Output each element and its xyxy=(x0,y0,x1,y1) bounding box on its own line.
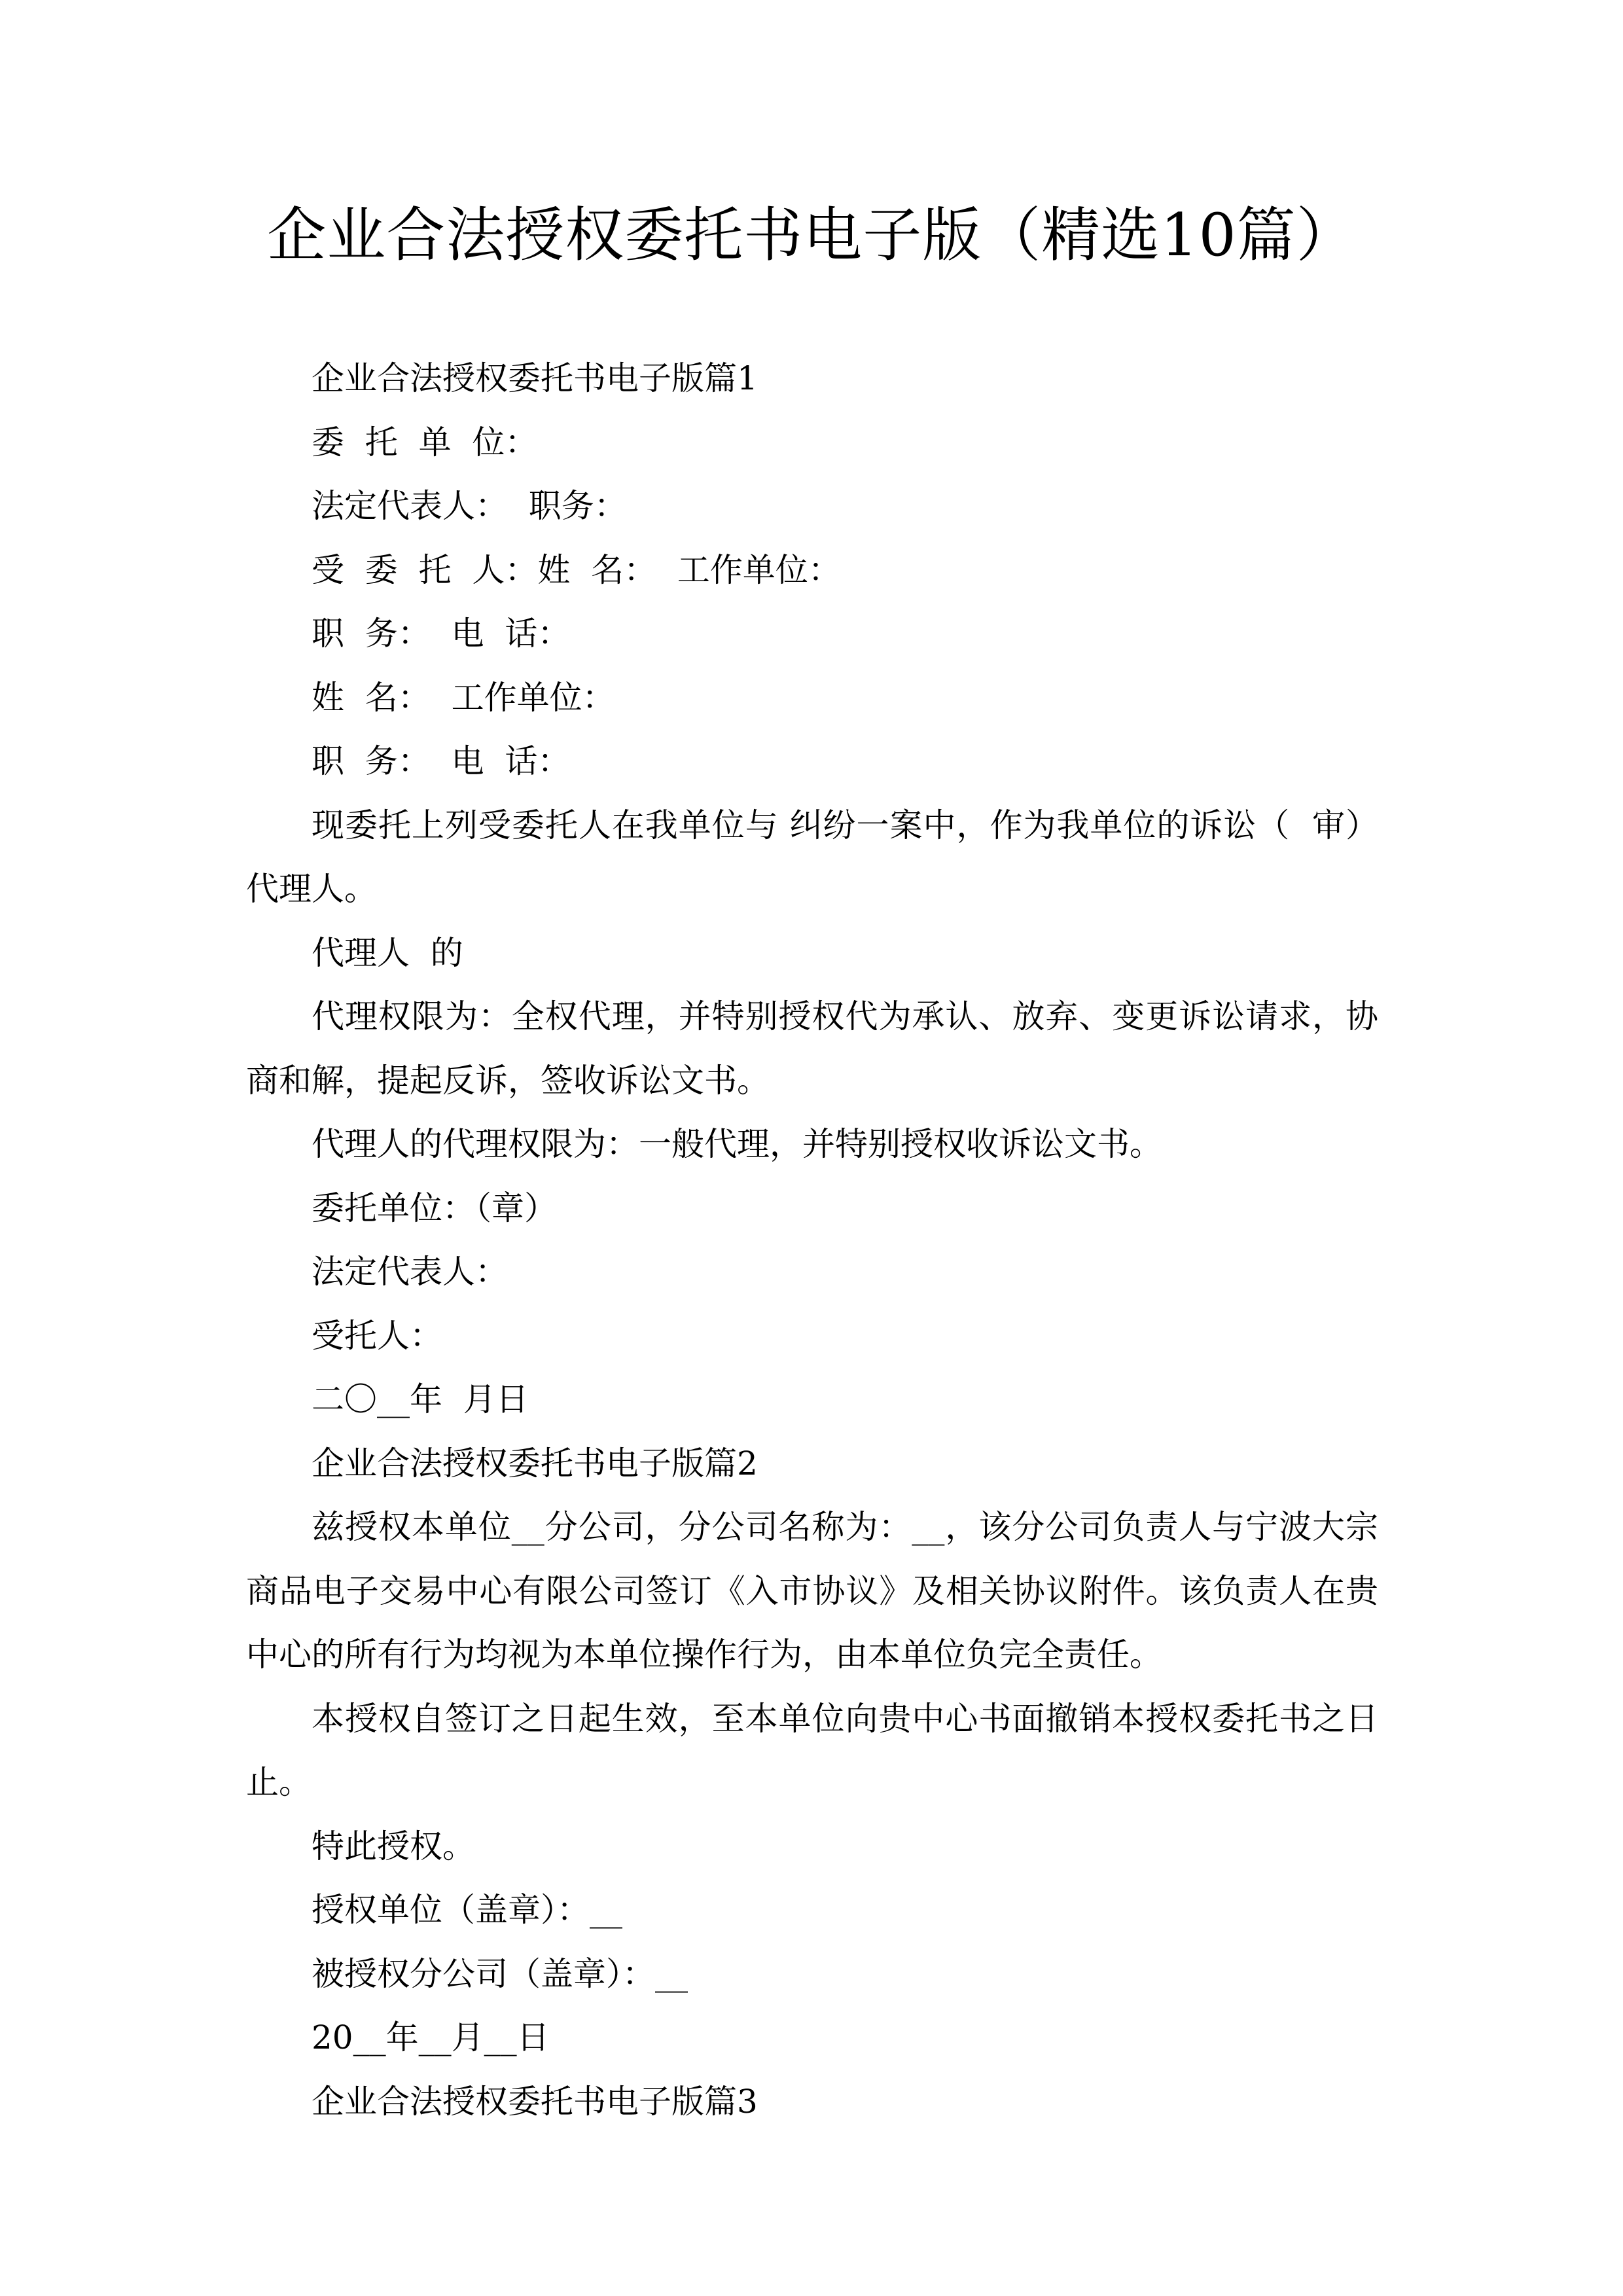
signature-authorized-branch: 被授权分公司（盖章）：__ xyxy=(312,1954,688,1993)
field-agent-position-phone: 职 务： 电 话： xyxy=(312,615,571,653)
paragraph-validity: 本授权自签订之日起生效，至本单位向贵中心书面撤销本授权委托书之日止。 xyxy=(246,1699,1378,1801)
paragraph-branch-authorization: 兹授权本单位__分公司，分公司名称为：__，该分公司负责人与宁波大宗商品电子交易中心有限公司签订《入市协议》及相关协议附件。该负责人在贵中心的所有行为均视为本单位操作行为，由本单位负完全责任。 xyxy=(246,1508,1378,1674)
field-agent-name-workplace: 受 委 托 人：姓 名： 工作单位： xyxy=(312,550,841,589)
signature-legal-representative: 法定代表人： xyxy=(312,1253,508,1291)
paragraph-entrustment: 现委托上列受委托人在我单位与 纠纷一案中，作为我单位的诉讼（ 审）代理人。 xyxy=(246,806,1378,908)
paragraph-general-authority: 代理人的代理权限为：一般代理，并特别授权收诉讼文书。 xyxy=(312,1125,1162,1163)
paragraph-full-authority: 代理权限为：全权代理，并特别授权代为承认、放弃、变更诉讼请求，协商和解，提起反诉，签收诉讼文书。 xyxy=(246,997,1378,1100)
section-heading-1: 企业合法授权委托书电子版篇1 xyxy=(312,359,758,397)
field-principal-unit: 委 托 单 位： xyxy=(312,423,538,461)
signature-date-2: 20__年__月__日 xyxy=(312,2018,550,2056)
document-body xyxy=(246,347,1378,2134)
signature-agent: 受托人： xyxy=(312,1316,442,1355)
field-legal-representative: 法定代表人： 职务： xyxy=(312,487,627,525)
signature-date: 二〇__年 月日 xyxy=(312,1380,529,1418)
signature-principal-unit: 委托单位：（章） xyxy=(312,1189,557,1227)
field-agent2-name-workplace: 姓 名： 工作单位： xyxy=(312,678,615,717)
section-heading-2: 企业合法授权委托书电子版篇2 xyxy=(312,1444,758,1482)
field-agent2-position-phone: 职 务： 电 话： xyxy=(312,742,571,780)
section-heading-3: 企业合法授权委托书电子版篇3 xyxy=(312,2082,758,2121)
signature-authorizing-unit: 授权单位（盖章）：__ xyxy=(312,1891,622,1929)
paragraph-agent-of: 代理人 的 xyxy=(312,933,463,972)
paragraph-hereby-authorize: 特此授权。 xyxy=(312,1827,475,1865)
document-title: 企业合法授权委托书电子版（精选10篇） xyxy=(267,201,1356,270)
